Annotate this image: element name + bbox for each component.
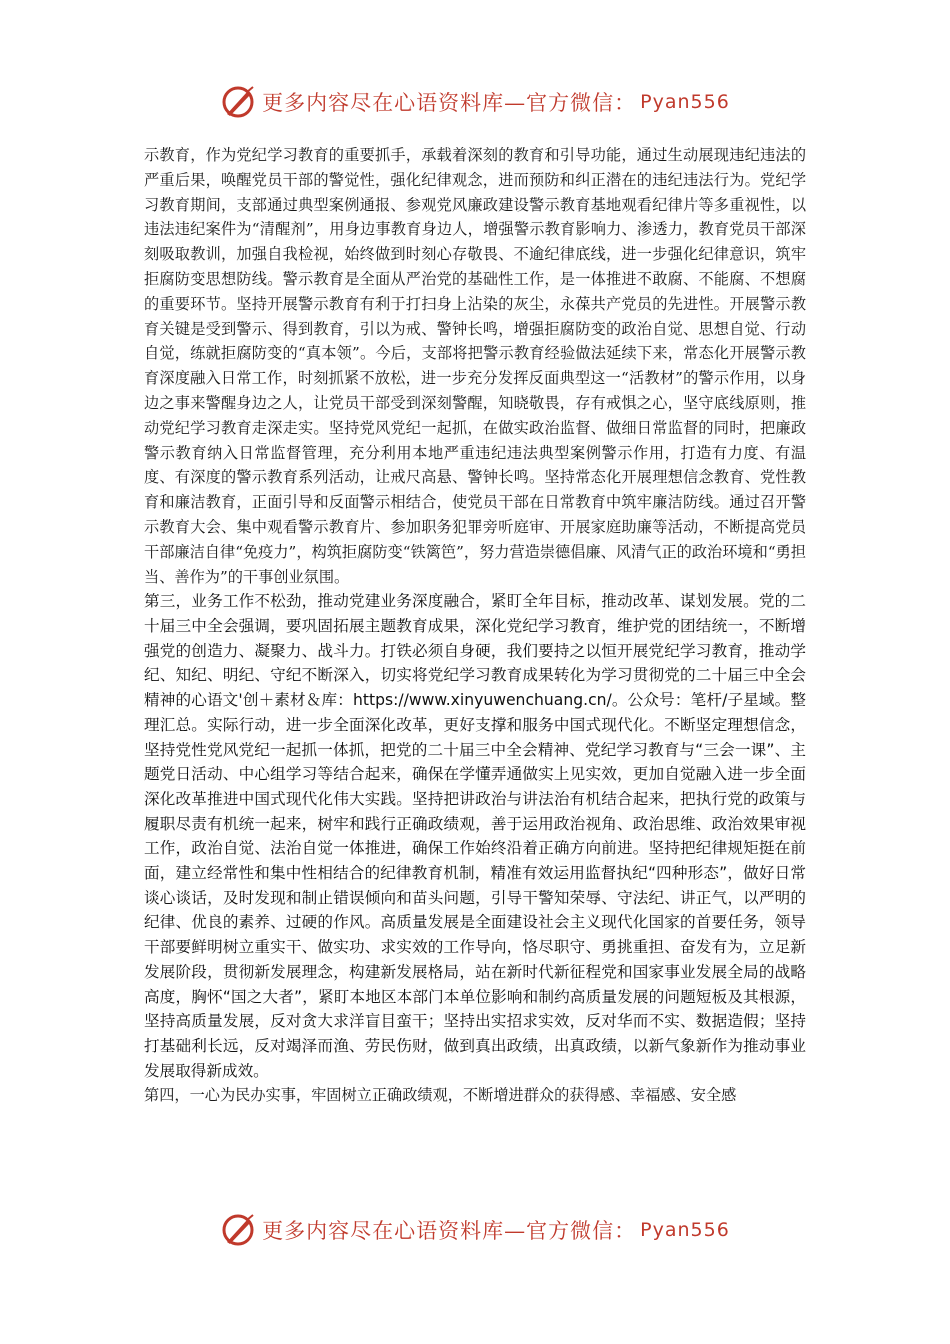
document-body [144, 143, 806, 1108]
banner-wechat-id: Pyan556 [640, 91, 730, 113]
quill-logo-icon [220, 1212, 256, 1248]
paragraph-warning-education: 示教育，作为党纪学习教育的重要抓手，承载着深刻的教育和引导功能，通过生动展现违纪违法的严重后果，唤醒党员干部的警觉性，强化纪律观念，进而预防和纠正潜在的违纪违法行为。党纪学习教育期间，支部通过典型案例通报、参观党风廉政建设警示教育基地观看纪律片等多重视性，以违法违纪案件为“清醒剂”，用身边事教育身边人，增强警示教育影响力、渗透力，教育党员干部深刻吸取教训，加强自我检视，始终做到时刻心存敬畏、不逾纪律底线，进一步强化纪律意识，筑牢拒腐防变思想防线。警示教育是全面从严治党的基础性工作，是一体推进不敢腐、不能腐、不想腐的重要环节。坚持开展警示教育有利于打扫身上沾染的灰尘，永葆共产党员的先进性。开展警示教育关键是受到警示、得到教育，引以为戒、警钟长鸣，增强拒腐防变的政治自觉、思想自觉、行动自觉，练就拒腐防变的“真本领”。今后，支部将把警示教育经验做法延续下来，常态化开展警示教育深度融入日常工作，时刻抓紧不放松，进一步充分发挥反面典型这一“活教材”的警示作用，以身边之事来警醒身边之人，让党员干部受到深刻警醒，知晓敬畏，存有戒惧之心，坚守底线原则，推动党纪学习教育走深走实。坚持党风党纪一起抓，在做实政治监督、做细日常监督的同时，把廉政警示教育纳入日常监督管理，充分利用本地严重违纪违法典型案例警示作用，打造有力度、有温度、有深度的警示教育系列活动，让戒尺高悬、警钟长鸣。坚持常态化开展理想信念教育、党性教育和廉洁教育，正面引导和反面警示相结合，使党员干部在日常教育中筑牢廉洁防线。通过召开警示教育大会、集中观看警示教育片、参加职务犯罪旁听庭审、开展家庭助廉等活动，不断提高党员干部廉洁自律“免疫力”，构筑拒腐防变“铁篱笆”，努力营造崇德倡廉、风清气正的政治环境和“勇担当、善作为”的干事创业氛围。 [144, 146, 806, 586]
banner-text: 更多内容尽在心语资料库—官方微信： [262, 91, 637, 115]
header-banner [0, 82, 950, 122]
banner-text: 更多内容尽在心语资料库—官方微信： [262, 1219, 637, 1243]
paragraph-third-point: 第三，业务工作不松劲，推动党建业务深度融合，紧盯全年目标，推动改革、谋划发展。党的二十届三中全会强调，要巩固拓展主题教育成果，深化党纪学习教育，维护党的团结统一，不断增强党的创造力、凝聚力、战斗力。打铁必须自身硬，我们要持之以恒开展党纪学习教育，推动学纪、知纪、明纪、守纪不断深入，切实将党纪学习教育成果转化为学习贯彻党的二十届三中全会精神的心语文'创＋素材＆库：https://www.xinyuwenchuang.cn/。公众号：笔杆/子星域。整理汇总。实际行动，进一步全面深化改革，更好支撑和服务中国式现代化。不断坚定理想信念，坚持党性党风党纪一起抓一体抓，把党的二十届三中全会精神、党纪学习教育与“三会一课”、主题党日活动、中心组学习等结合起来，确保在学懂弄通做实上见实效，更加自觉融入进一步全面深化改革推进中国式现代化伟大实践。坚持把讲政治与讲法治有机结合起来，把执行党的政策与履职尽责有机统一起来，树牢和践行正确政绩观，善于运用政治视角、政治思维、政治效果审视工作，政治自觉、法治自觉一体推进，确保工作始终沿着正确方向前进。坚持把纪律规矩挺在前面，建立经常性和集中性相结合的纪律教育机制，精准有效运用监督执纪“四种形态”，做好日常谈心谈话，及时发现和制止错误倾向和苗头问题，引导干警知荣辱、守法纪、讲正气，以严明的纪律、优良的素养、过硬的作风。高质量发展是全面建设社会主义现代化国家的首要任务，领导干部要鲜明树立重实干、做实功、求实效的工作导向，恪尽职守、勇挑重担、奋发有为，立足新发展阶段，贯彻新发展理念，构建新发展格局，站在新时代新征程党和国家事业发展全局的战略高度，胸怀“国之大者”，紧盯本地区本部门本单位影响和制约高质量发展的问题短板及其根源，坚持高质量发展，反对贪大求洋盲目蛮干；坚持出实招求实效，反对华而不实、数据造假；坚持打基础利长远，反对竭泽而渔、劳民伤财，做到真出政绩，出真政绩，以新气象新作为推动事业发展取得新成效。 [144, 592, 806, 1080]
banner-wechat-id: Pyan556 [640, 1219, 730, 1241]
quill-logo-icon [220, 84, 256, 120]
paragraph-fourth-point: 第四，一心为民办实事，牢固树立正确政绩观，不断增进群众的获得感、幸福感、安全感 [144, 1086, 737, 1105]
footer-banner [0, 1210, 950, 1250]
